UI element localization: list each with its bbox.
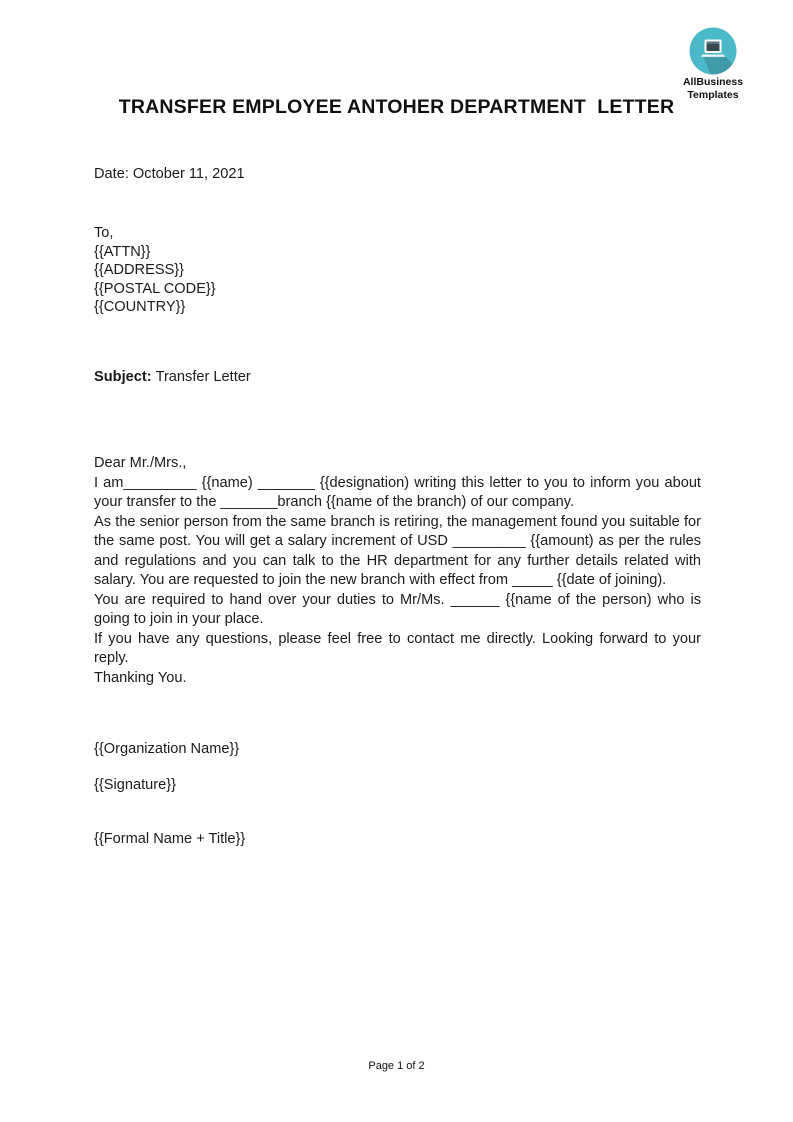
- salutation: Dear Mr./Mrs.,: [94, 455, 187, 472]
- country-placeholder: {{COUNTRY}}: [94, 299, 186, 316]
- page-number: Page 1 of 2: [368, 1060, 425, 1072]
- paragraph-introduction: I am_________ {{name) _______ {{designation) writing this letter to you to inform you about your transfer to the _______branch {{name of the branch) of our company.: [94, 474, 701, 511]
- logo-text-line2: Templates: [687, 88, 739, 101]
- to-line: To,: [94, 225, 114, 241]
- document-title: TRANSFER EMPLOYEE ANTOHER DEPARTMENT LETTER: [118, 96, 675, 118]
- formal-name-title-placeholder: {{Formal Name + Title}}: [94, 831, 246, 848]
- subject-value: Transfer Letter: [155, 368, 251, 385]
- address-placeholder: {{ADDRESS}}: [94, 262, 185, 279]
- letter-body: [94, 165, 701, 850]
- date-line: Date: October 11, 2021: [94, 166, 245, 182]
- attn-placeholder: {{ATTN}}: [94, 243, 151, 260]
- organization-name-placeholder: {{Organization Name}}: [94, 741, 240, 758]
- signature-placeholder: {{Signature}}: [94, 776, 176, 793]
- paragraph-contact: If you have any questions, please feel free to contact me directly. Looking forward to your reply.: [94, 630, 701, 667]
- logo-text-line1: AllBusiness: [682, 76, 744, 88]
- recipient-address-block: [94, 224, 701, 317]
- postal-code-placeholder: {{POSTAL CODE}}: [94, 280, 216, 297]
- paragraph-thanks: Thanking You.: [94, 669, 187, 686]
- subject-line: [94, 368, 701, 388]
- laptop-icon: [689, 27, 737, 75]
- allbusiness-templates-logo: [681, 27, 745, 100]
- paragraph-transfer-details: As the senior person from the same branch is retiring, the management found you suitable for the same post. You will get a salary increment of USD _________ {{amount) as per the rules and regulations and you can talk to the HR department for any further details related with salary. You are requested to join the new branch with effect from _____ {{date of joining).: [94, 513, 701, 589]
- subject-label: Subject:: [94, 368, 152, 385]
- paragraph-handover: You are required to hand over your duties to Mr/Ms. ______ {{name of the person) who is going to join in your place.: [94, 591, 701, 628]
